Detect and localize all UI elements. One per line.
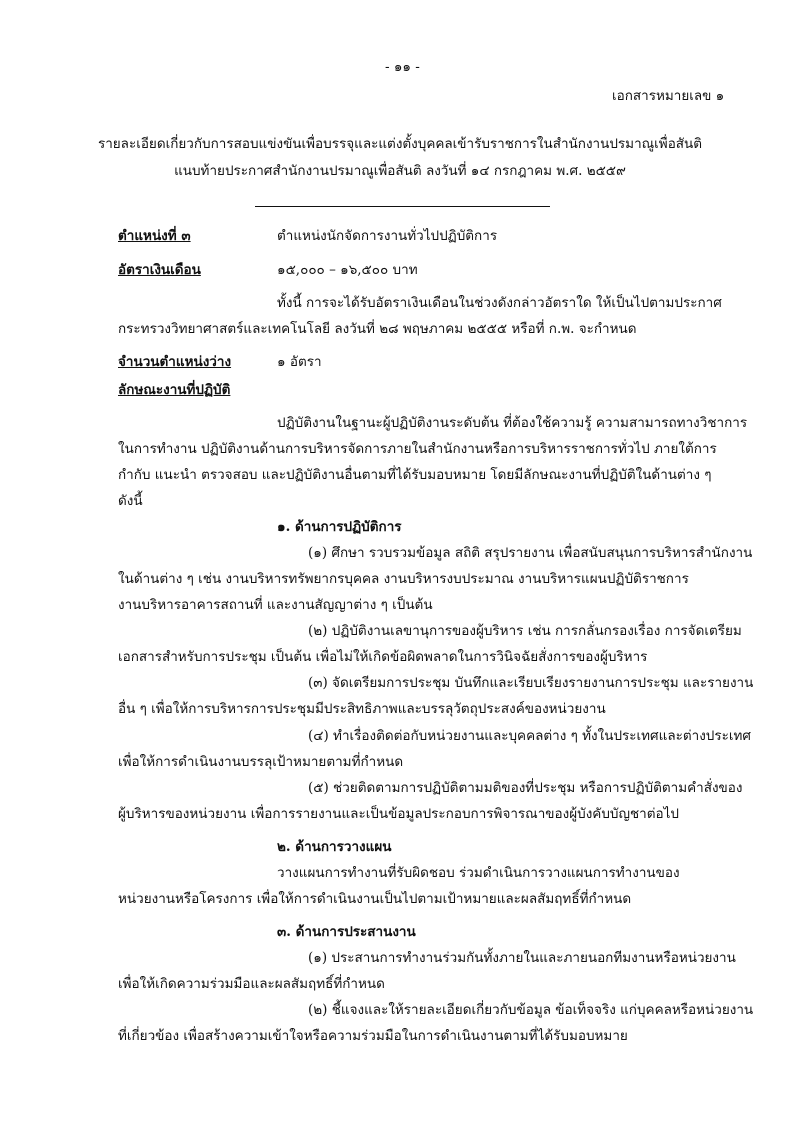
job-nature-line-3: กำกับ แนะนำ ตรวจสอบ และปฏิบัติงานอื่นตามที่ได้รับมอบหมาย โดยมีลักษณะงานที่ปฏิบัติในด้านต่าง ๆ (118, 467, 712, 483)
position-value: ตำแหน่งนักจัดการงานทั่วไปปฏิบัติการ (277, 228, 498, 244)
position-label: ตำแหน่งที่ ๓ (118, 228, 191, 244)
item-1-1-line-2: ในด้านต่าง ๆ เช่น งานบริหารทรัพยากรบุคคล งานบริหารงบประมาณ งานบริหารแผนปฏิบัติราชการ (118, 571, 689, 587)
salary-note-1: ทั้งนี้ การจะได้รับอัตราเงินเดือนในช่วงดังกล่าวอัตราใด ให้เป็นไปตามประกาศ (277, 295, 722, 311)
item-1-3-line-2: อื่น ๆ เพื่อให้การบริหารการประชุมมีประสิทธิภาพและบรรลุวัตถุประสงค์ของหน่วยงาน (118, 701, 606, 717)
section-2-heading: ๒. ด้านการวางแผน (277, 839, 392, 855)
item-1-1-line-1: (๑) ศึกษา รวบรวมข้อมูล สถิติ สรุปรายงาน เพื่อสนับสนุนการบริหารสำนักงาน (308, 545, 753, 561)
salary-label: อัตราเงินเดือน (118, 262, 201, 278)
item-1-5-line-1: (๕) ช่วยติดตามการปฏิบัติตามมติของที่ประชุม หรือการปฏิบัติตามคำสั่งของ (308, 780, 743, 796)
item-3-2-line-2: ที่เกี่ยวข้อง เพื่อสร้างความเข้าใจหรือความร่วมมือในการดำเนินงานตามที่ได้รับมอบหมาย (118, 1028, 628, 1044)
section-3-heading: ๓. ด้านการประสานงาน (277, 924, 416, 940)
section-2-line-1: วางแผนการทำงานที่รับผิดชอบ ร่วมดำเนินการวางแผนการทำงานของ (277, 865, 680, 881)
salary-value: ๑๕,๐๐๐ – ๑๖,๕๐๐ บาท (277, 262, 418, 278)
item-1-5-line-2: ผู้บริหารของหน่วยงาน เพื่อการรายงานและเป็นข้อมูลประกอบการพิจารณาของผู้บังคับบัญชาต่อไป (118, 806, 679, 822)
item-1-2-line-2: เอกสารสำหรับการประชุม เป็นต้น เพื่อไม่ให้เกิดข้อผิดพลาดในการวินิจฉัยสั่งการของผู้บริหาร (118, 649, 648, 665)
vacancy-value: ๑ อัตรา (277, 354, 322, 370)
doc-number: เอกสารหมายเลข ๑ (612, 88, 725, 104)
job-nature-line-2: ในการทำงาน ปฏิบัติงานด้านการบริหารจัดการภายในสำนักงานหรือการบริหารราชการทั่วไป ภายใต้การ (118, 441, 717, 457)
job-nature-line-4: ดังนี้ (118, 493, 143, 509)
vacancy-label: จำนวนตำแหน่งว่าง (118, 354, 232, 370)
job-nature-line-1: ปฏิบัติงานในฐานะผู้ปฏิบัติงานระดับต้น ที่ต้องใช้ความรู้ ความสามารถทางวิชาการ (277, 415, 748, 431)
salary-note-2: กระทรวงวิทยาศาสตร์และเทคโนโลยี ลงวันที่ ๒๘ พฤษภาคม ๒๕๕๕ หรือที่ ก.พ. จะกำหนด (118, 321, 637, 337)
item-1-4-line-1: (๔) ทำเรื่องติดต่อกับหน่วยงานและบุคคลต่าง ๆ ทั้งในประเทศและต่างประเทศ (308, 728, 751, 744)
item-3-1-line-2: เพื่อให้เกิดความร่วมมือและผลสัมฤทธิ์ที่กำหนด (118, 976, 385, 992)
item-3-2-line-1: (๒) ชี้แจงและให้รายละเอียดเกี่ยวกับข้อมูล ข้อเท็จจริง แก่บุคคลหรือหน่วยงาน (308, 1002, 754, 1018)
page-number: - ๑๑ - (385, 59, 420, 75)
item-1-3-line-1: (๓) จัดเตรียมการประชุม บันทึกและเรียบเรียงรายงานการประชุม และรายงาน (308, 675, 754, 691)
item-1-4-line-2: เพื่อให้การดำเนินงานบรรลุเป้าหมายตามที่กำหนด (118, 754, 404, 770)
divider (255, 206, 550, 207)
section-1-heading: ๑. ด้านการปฏิบัติการ (277, 519, 402, 535)
item-1-1-line-3: งานบริหารอาคารสถานที่ และงานสัญญาต่าง ๆ เป็นต้น (118, 597, 433, 613)
item-1-2-line-1: (๒) ปฏิบัติงานเลขานุการของผู้บริหาร เช่น การกลั่นกรองเรื่อง การจัดเตรียม (308, 623, 742, 639)
title-line-2: แนบท้ายประกาศสำนักงานปรมาณูเพื่อสันติ ลงวันที่ ๑๔ กรกฎาคม พ.ศ. ๒๕๕๙ (174, 163, 626, 179)
item-3-1-line-1: (๑) ประสานการทำงานร่วมกันทั้งภายในและภายนอกทีมงานหรือหน่วยงาน (308, 950, 736, 966)
section-2-line-2: หน่วยงานหรือโครงการ เพื่อให้การดำเนินงานเป็นไปตามเป้าหมายและผลสัมฤทธิ์ที่กำหนด (118, 891, 632, 907)
title-line-1: รายละเอียดเกี่ยวกับการสอบแข่งขันเพื่อบรรจุและแต่งตั้งบุคคลเข้ารับราชการในสำนักงานปรมาณูเพื่อสันติ (97, 136, 703, 152)
job-nature-label: ลักษณะงานที่ปฏิบัติ (118, 382, 231, 398)
